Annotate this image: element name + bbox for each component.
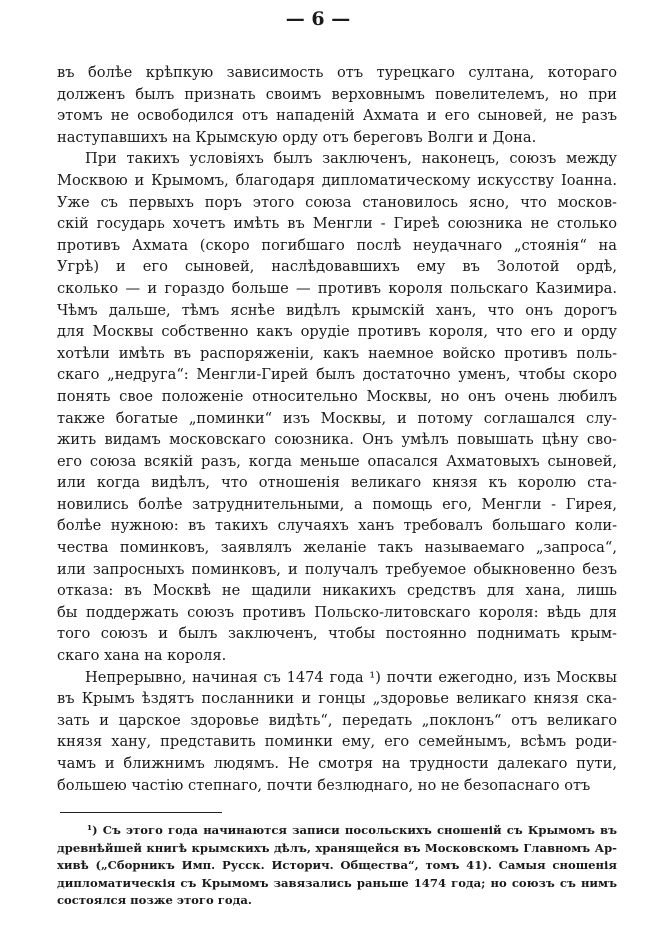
- text-line: скаго „недруга“: Менгли-Гирей былъ достаточно уменъ, чтобы скоро: [57, 366, 617, 384]
- text-line: зать и царское здоровье видѣть“, передать „поклонъ“ отъ великаго: [57, 711, 617, 729]
- page-number: — 6 —: [285, 8, 351, 30]
- text-line: Чѣмъ дальше, тѣмъ яснѣе видѣлъ крымскій ханъ, что онъ дорогъ: [57, 301, 617, 319]
- text-line: При такихъ условіяхъ былъ заключенъ, наконецъ, союзъ между: [85, 150, 617, 168]
- text-line: также богатые „поминки“ изъ Москвы, и потому соглашался слу-: [57, 409, 617, 427]
- text-line: чамъ и ближнимъ людямъ. Не смотря на трудности далекаго пути,: [57, 755, 617, 772]
- text-line: того союзъ и былъ заключенъ, чтобы постоянно поднимать крым-: [57, 625, 617, 643]
- text-line: скаго хана на короля.: [57, 647, 227, 665]
- footnote-divider: [60, 812, 222, 813]
- text-line: наступавшихъ на Крымскую орду отъ береговъ Волги и Дона.: [57, 128, 537, 146]
- text-line: скій государь хочетъ имѣть въ Менгли - Гиреѣ союзника не столько: [57, 215, 617, 233]
- text-line: Угрѣ) и его сыновей, наслѣдовавшихъ ему въ Золотой ордѣ,: [57, 258, 617, 276]
- footnote: [57, 822, 617, 910]
- text-line: противъ Ахмата (скоро погибшаго послѣ неудачнаго „стоянія“ на: [57, 236, 617, 254]
- text-line: или запросныхъ поминковъ, и получалъ требуемое обыкновенно безъ: [57, 560, 617, 578]
- footnote-line: состоялся позже этого года.: [57, 893, 252, 908]
- text-line: новились болѣе затруднительными, а помощь его, Менгли - Гирея,: [57, 495, 617, 513]
- text-line: понять свое положеніе относительно Москвы, но онъ очень любилъ: [57, 387, 617, 405]
- text-line: Уже съ первыхъ поръ этого союза становилось ясно, что москов-: [57, 193, 617, 211]
- text-line: болѣе нужною: въ такихъ случаяхъ ханъ требовалъ большаго коли-: [57, 517, 617, 535]
- text-line: Москвою и Крымомъ, благодаря дипломатическому искусству Іоанна.: [57, 171, 617, 189]
- text-line: въ болѣе крѣпкую зависимость отъ турецкаго султана, котораго: [57, 64, 617, 81]
- footnote-line: дипломатическія съ Крымомъ завязались раньше 1474 года; но союзъ съ нимъ: [57, 875, 617, 890]
- footnote-line: хивѣ („Сборникъ Имп. Русск. Историч. Общества“, томъ 41). Самыя сношенія: [57, 858, 617, 873]
- text-line: князя хану, представить поминки ему, его семейнымъ, всѣмъ роди-: [57, 733, 617, 751]
- footnote-line: ¹) Съ этого года начинаются записи посольскихъ сношеній съ Крымомъ въ: [87, 823, 617, 837]
- text-line: въ Крымъ ѣздятъ посланники и гонцы „здоровье великаго князя ска-: [57, 690, 617, 708]
- body-text: [57, 62, 617, 796]
- text-line: бы поддержать союзъ противъ Польско-литовскаго короля: вѣдь для: [57, 603, 617, 621]
- text-line: чества поминковъ, заявлялъ желаніе такъ называемаго „запроса“,: [57, 539, 617, 557]
- text-line: хотѣли имѣть въ распоряженіи, какъ наемное войско противъ поль-: [57, 344, 617, 362]
- text-line: долженъ былъ признать своимъ верховнымъ повелителемъ, но при: [57, 85, 617, 103]
- text-line: жить видамъ московскаго союзника. Онъ умѣлъ повышать цѣну сво-: [57, 431, 617, 449]
- text-line: Непрерывно, начиная съ 1474 года ¹) почти ежегодно, изъ Москвы: [85, 668, 617, 686]
- text-line: большею частію степнаго, почти безлюднаго, но не безопаснаго отъ: [57, 776, 591, 794]
- text-line: отказа: въ Москвѣ не щадили никакихъ средствъ для хана, лишь: [57, 582, 617, 600]
- text-line: для Москвы собственно какъ орудіе противъ короля, что его и орду: [57, 323, 617, 341]
- text-line: сколько — и гораздо больше — противъ короля польскаго Казимира.: [57, 279, 617, 297]
- text-line: его союза всякій разъ, когда меньше опасался Ахматовыхъ сыновей,: [57, 452, 617, 470]
- text-line: этомъ не освободился отъ нападеній Ахмата и его сыновей, не разъ: [57, 107, 617, 125]
- text-line: или когда видѣлъ, что отношенія великаго князя къ королю ста-: [57, 474, 617, 492]
- footnote-line: древнѣйшей книгѣ крымскихъ дѣлъ, хранящейся въ Московскомъ Главномъ Ар-: [57, 840, 617, 855]
